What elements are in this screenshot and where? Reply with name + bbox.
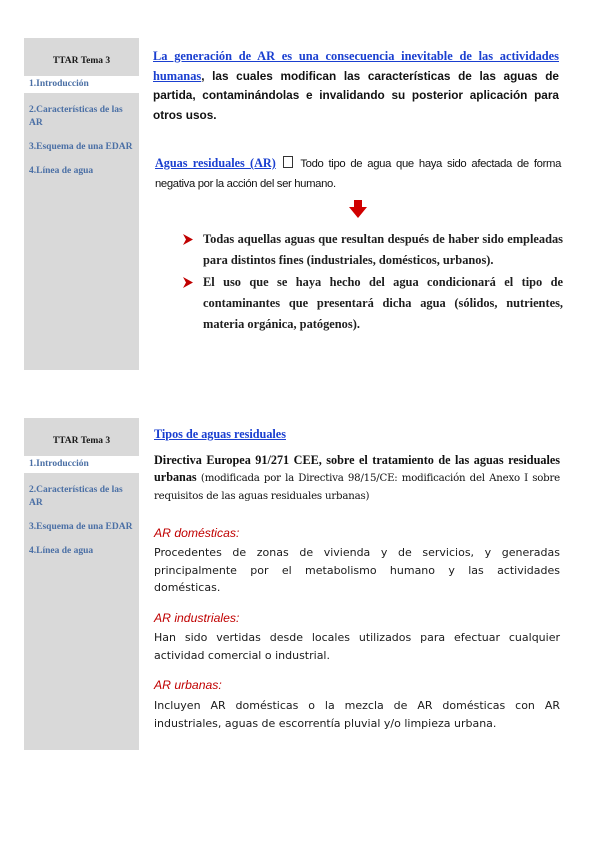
sidebar-item-introduccion[interactable]: 1.Introducción [24,456,139,473]
sidebar-item-esquema[interactable]: 3.Esquema de una EDAR [29,142,133,152]
sidebar [24,418,139,750]
slide-tipos-aguas [24,418,568,750]
sidebar [24,38,139,370]
type-heading-domesticas: AR domésticas: [154,526,240,540]
sidebar-title: TTAR Tema 3 [52,56,111,66]
sidebar-item-esquema[interactable]: 3.Esquema de una EDAR [29,522,133,532]
definition-paragraph [155,154,561,194]
directive-paragraph [154,452,560,505]
arrowhead-bullet-icon [183,234,193,245]
missing-glyph-box-icon [283,156,293,168]
sidebar-item-caracteristicas[interactable]: 2.Características de las AR [29,485,123,508]
type-heading-industriales: AR industriales: [154,611,240,625]
sidebar-item-introduccion[interactable]: 1.Introducción [24,76,139,93]
arrowhead-bullet-icon [183,277,193,288]
type-text-urbanas: Incluyen AR domésticas o la mezcla de AR domésticas con AR industriales, aguas de escorrentía pluvial y/o limpieza urbana. [154,699,560,730]
bullet-list [183,229,563,335]
intro-paragraph [153,47,559,126]
directive-title: Directiva Europea 91/271 CEE, sobre el tratamiento de las aguas residuales urbanas [154,453,560,484]
section-heading[interactable]: Tipos de aguas residuales [154,427,286,441]
sidebar-item-caracteristicas[interactable]: 2.Características de las AR [29,105,123,128]
list-item [183,229,563,272]
directive-note: (modificada por la Directiva 98/15/CE: modificación del Anexo I sobre requisitos de las aguas residuales urbanas) [154,473,560,502]
sidebar-item-linea-agua[interactable]: 4.Línea de agua [29,166,94,176]
arrow-down-icon [348,199,368,219]
type-text-industriales: Han sido vertidas desde locales utilizados para efectuar cualquier actividad comercial o industrial. [154,631,560,662]
definition-term[interactable]: Aguas residuales (AR) [155,156,276,170]
definition-text: Todo tipo de agua que haya sido afectada de forma negativa por la acción del ser humano. [155,158,562,190]
list-item [183,272,563,336]
type-heading-urbanas: AR urbanas: [154,678,222,692]
type-text-domesticas: Procedentes de zonas de vivienda y de servicios, y generadas principalmente por el metabolismo humano y las actividades domésticas. [154,546,560,594]
intro-link[interactable]: La generación de AR es una consecuencia inevitable de las actividades humanas [153,49,559,83]
sidebar-title: TTAR Tema 3 [52,436,111,446]
sidebar-item-linea-agua[interactable]: 4.Línea de agua [29,546,94,556]
bullet-text: Todas aquellas aguas que resultan después de haber sido empleadas para distintos fines (industriales, domésticos, urbanos). [203,232,563,268]
intro-rest: , las cuales modifican las características de las aguas de partida, contaminándolas e invalidando su posterior aplicación para otros usos. [153,68,559,123]
bullet-text: El uso que se haya hecho del agua condicionará el tipo de contaminantes que presentará dicha agua (sólidos, nutrientes, materia orgánica, patógenos). [203,274,563,332]
slide-introduccion [24,38,568,370]
